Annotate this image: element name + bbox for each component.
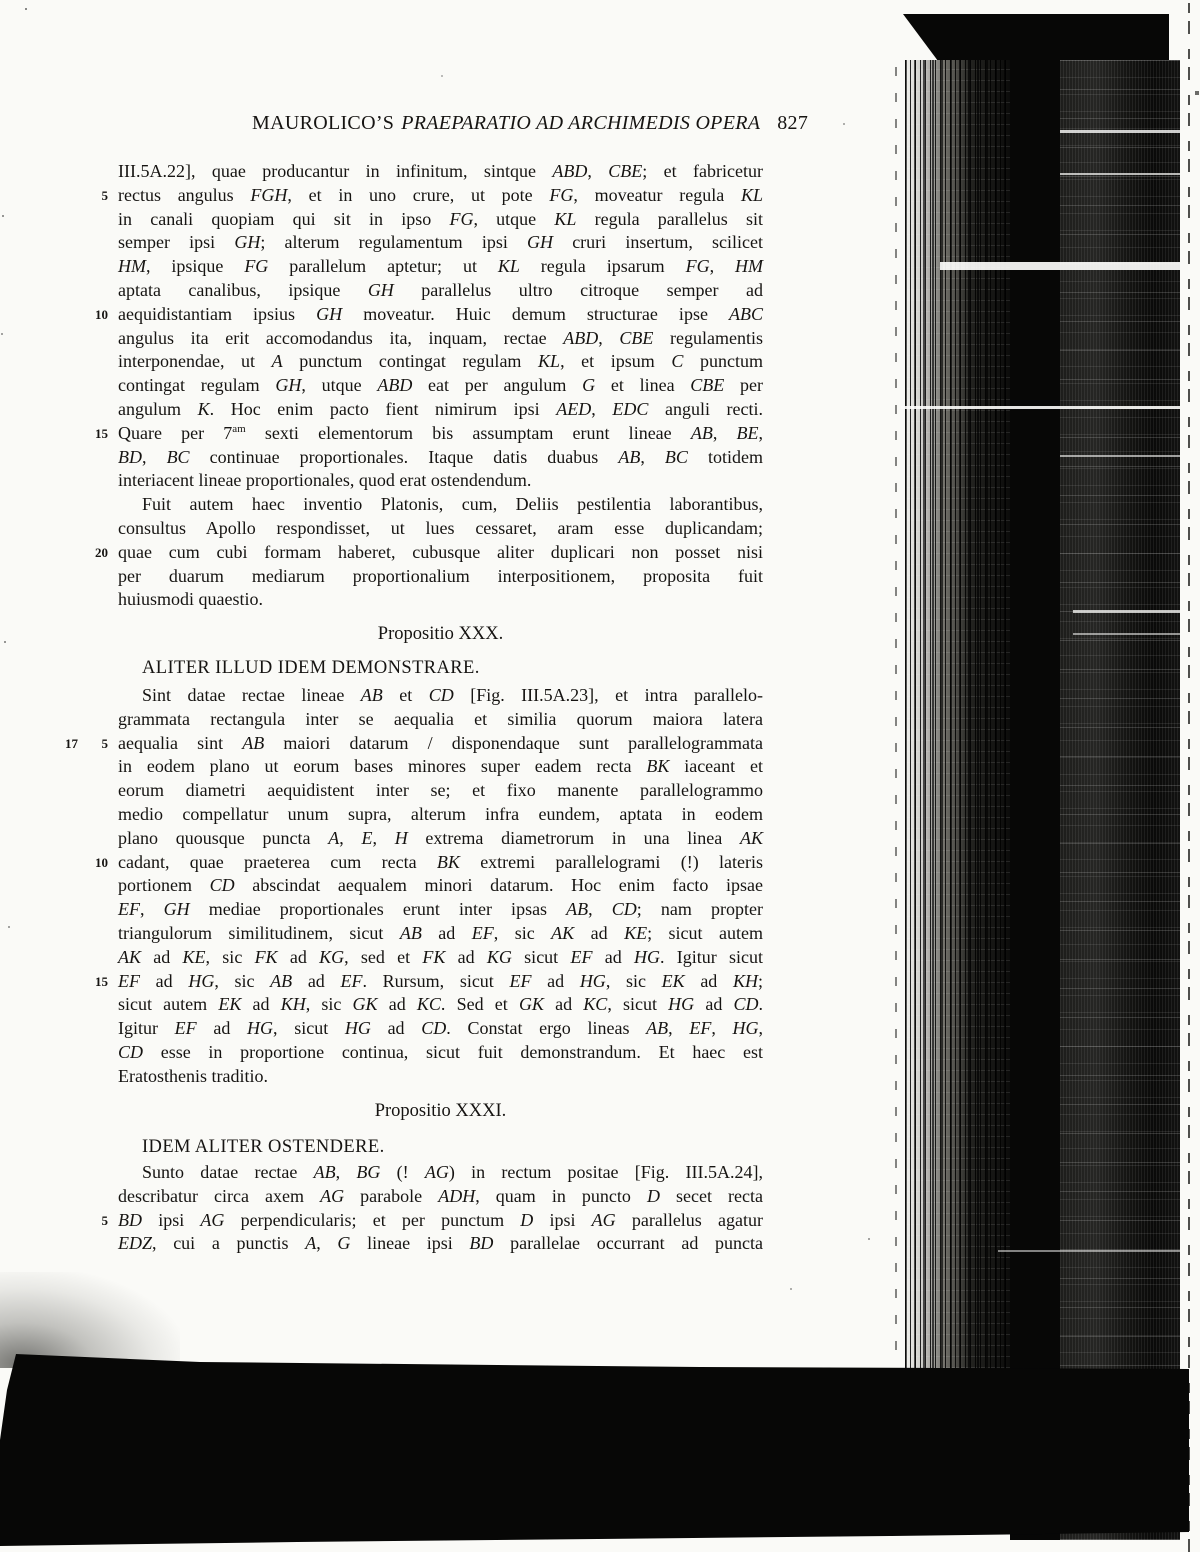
line-text: EDZ, cui a punctis A, G lineae ipsi BD parallelae occurrant ad puncta	[118, 1233, 764, 1254]
scan-white-streak	[901, 406, 1180, 409]
line-text: huiusmodi quaestio.	[118, 589, 263, 610]
line-text: Igitur EF ad HG, sicut HG ad CD. Constat ergo lineas AB, EF, HG,	[118, 1018, 764, 1039]
scan-white-streak	[1073, 610, 1180, 613]
line-text: Sint datae rectae lineae AB et CD [Fig. III.5A.23], et intra parallelo-	[142, 685, 763, 705]
line-text: Quare per $7^{am}$ sexti elementorum bis assumptam erunt lineae AB, BE,	[118, 422, 763, 443]
line-number: 10	[95, 306, 108, 322]
corner-speckle-artifact	[0, 1272, 180, 1368]
text-line	[118, 327, 763, 351]
text-line	[118, 160, 763, 184]
text-line	[118, 708, 763, 732]
line-text: rectus angulus FGH, et in uno crure, ut pote FG, moveatur regula KL	[118, 184, 763, 205]
line-text: medio compellatur unum supra, alterum infra eundem, aptata in eodem	[118, 803, 763, 824]
text-line	[118, 993, 763, 1017]
text-line	[118, 517, 763, 541]
text-line	[95, 970, 764, 994]
text-line	[118, 898, 763, 922]
text-line	[118, 1041, 763, 1065]
line-number: 5	[101, 1212, 108, 1228]
line-number: 20	[95, 544, 108, 560]
gutter-shadow-column	[1010, 60, 1060, 1540]
subheading-propositio-xxxi: IDEM ALITER OSTENDERE.	[142, 1137, 385, 1157]
gutter-noise-texture	[1060, 60, 1180, 1540]
line-text: semper ipsi GH; alterum regulamentum ipsi GH cruri insertum, scilicet	[118, 232, 763, 253]
text-line	[118, 493, 763, 517]
text-line	[118, 684, 763, 708]
scan-white-streak	[1060, 455, 1180, 457]
line-text: angulus ita erit accomodandus ita, inquam, rectae ABD, CBE regulamentis	[118, 327, 764, 348]
text-line	[118, 588, 763, 612]
line-text: portionem CD abscindat aequalem minori datarum. Hoc enim facto ipsae	[118, 875, 763, 896]
line-text: describatur circa axem AG parabole ADH, quam in puncto D secet recta	[118, 1185, 764, 1206]
line-text: sicut autem EK ad KH, sic GK ad KC. Sed et GK ad KC, sicut HG ad CD.	[118, 994, 764, 1015]
text-line	[118, 398, 763, 422]
line-text: III.5A.22], quae producantur in infinitum, sintque ABD, CBE; et fabricetur	[118, 161, 763, 181]
line-text: EF ad HG, sic AB ad EF. Rursum, sicut EF ad HG, sic EK ad KH;	[118, 970, 764, 991]
scan-white-streak	[998, 1250, 1180, 1252]
text-line	[118, 779, 763, 803]
line-text: interponendae, ut A punctum contingat regulam KL, et ipsum C punctum	[118, 351, 764, 372]
text-line	[118, 231, 763, 255]
line-text: HM, ipsique FG parallelum aptetur; ut KL regula ipsarum FG, HM	[118, 256, 763, 277]
line-text: BD, BC continuae proportionales. Itaque datis duabus AB, BC totidem	[118, 446, 763, 467]
text-line	[95, 851, 764, 875]
text-line	[118, 946, 763, 970]
page-number: 827	[777, 112, 809, 134]
line-text: Fuit autem haec inventio Platonis, cum, Deliis pestilentia laborantibus,	[142, 494, 763, 515]
line-text: eorum diametri aequidistent inter se; et fixo manente parallelogrammo	[118, 780, 763, 801]
text-line	[118, 1232, 763, 1256]
subheading-propositio-xxx: ALITER ILLUD IDEM DEMONSTRARE.	[142, 658, 480, 678]
line-text: quae cum cubi formam haberet, cubusque aliter duplicari non posset nisi	[118, 541, 763, 562]
line-text: BD ipsi AG perpendicularis; et per punctum D ipsi AG parallelus agatur	[118, 1209, 763, 1230]
line-text: triangulorum similitudinem, sicut AB ad EF, sic AK ad KE; sicut autem	[118, 922, 763, 943]
bottom-black-scan-artifact	[0, 1348, 1189, 1552]
text-line	[118, 279, 763, 303]
text-line	[118, 803, 763, 827]
text-line	[95, 303, 764, 327]
line-text: EF, GH mediae proportionales erunt inter ipsas AB, CD; nam propter	[118, 899, 763, 920]
line-text: aptata canalibus, ipsique GH parallelus ultro citroque semper ad	[118, 279, 763, 300]
text-line	[101, 184, 763, 208]
header-possessive: MAUROLICO’S	[252, 112, 395, 134]
line-text: in eodem plano ut eorum bases minores super eadem recta BK iaceant et	[118, 756, 764, 777]
scan-white-streak	[1060, 130, 1180, 133]
text-line	[118, 350, 763, 374]
text-line	[118, 374, 763, 398]
line-text: consultus Apollo respondisset, ut lues cessaret, aram esse duplicandam;	[118, 517, 763, 538]
line-text: per duarum mediarum proportionalium interpositionem, proposita fuit	[118, 565, 763, 586]
text-line	[118, 565, 763, 589]
text-line	[118, 827, 763, 851]
scan-white-streak	[1060, 173, 1180, 175]
line-text: interiacent lineae proportionales, quod erat ostendendum.	[118, 470, 532, 491]
text-line	[118, 446, 763, 470]
text-line	[101, 1209, 763, 1233]
line-text: Sunto datae rectae AB, BG (! AG) in rectum positae [Fig. III.5A.24],	[142, 1162, 764, 1182]
text-line	[118, 874, 763, 898]
text-line	[118, 469, 763, 493]
text-block-2	[65, 684, 764, 1089]
line-text: aequalia sint AB maiori datarum / disponendaque sunt parallelogrammata	[118, 732, 764, 753]
line-text: contingat regulam GH, utque ABD eat per angulum G et linea CBE per	[118, 375, 763, 396]
line-number: 5	[101, 735, 108, 751]
text-line	[118, 208, 763, 232]
page-edge-marks	[895, 60, 897, 1350]
text-line	[118, 755, 763, 779]
line-text: in canali quopiam qui sit in ipso FG, utque KL regula parallelus sit	[118, 208, 763, 229]
folio-number: 17	[65, 735, 78, 751]
scan-white-streak	[940, 262, 1180, 270]
line-number: 15	[95, 973, 108, 989]
text-line	[118, 1161, 763, 1185]
text-line	[118, 255, 763, 279]
line-text: Eratosthenis traditio.	[118, 1065, 268, 1086]
text-block-1	[95, 160, 764, 612]
text-line	[118, 1065, 763, 1089]
line-number: 10	[95, 854, 108, 870]
text-line	[95, 422, 763, 446]
text-line	[118, 922, 763, 946]
paper-specks	[0, 0, 2, 2]
text-block-3	[101, 1161, 764, 1256]
header-work-title: PRAEPARATIO AD ARCHIMEDIS OPERA	[401, 112, 761, 134]
line-text: AK ad KE, sic FK ad KG, sed et FK ad KG sicut EF ad HG. Igitur sicut	[118, 946, 763, 967]
text-line	[65, 732, 764, 756]
page-edge-dashed-line	[1188, 0, 1190, 1552]
heading-propositio-xxx: Propositio XXX.	[377, 624, 504, 644]
line-text: cadant, quae praeterea cum recta BK extremi parallelogrami (!) lateris	[118, 851, 764, 872]
text-line	[118, 1017, 763, 1041]
text-line	[95, 541, 763, 565]
line-number: 15	[95, 425, 108, 441]
line-text: plano quousque puncta A, E, H extrema diametrorum in una linea AK	[118, 827, 764, 848]
scan-white-streak	[1073, 633, 1180, 635]
running-header	[252, 112, 808, 135]
gutter-top-black-bar	[903, 14, 1169, 64]
line-text: aequidistantiam ipsius GH moveatur. Huic demum structurae ipse ABC	[118, 303, 764, 324]
heading-propositio-xxxi: Propositio XXXI.	[374, 1101, 507, 1121]
line-number: 5	[101, 187, 108, 203]
text-line	[118, 1185, 763, 1209]
page-edges-streaks	[905, 60, 1010, 1390]
line-text: CD esse in proportione continua, sicut fuit demonstrandum. Et haec est	[118, 1041, 763, 1062]
gutter-scan-artifact	[893, 0, 1189, 1552]
line-text: angulum K. Hoc enim pacto fient nimirum ipsi AED, EDC anguli recti.	[118, 398, 764, 419]
line-text: grammata rectangula inter se aequalia et similia quorum maiora latera	[118, 708, 763, 729]
